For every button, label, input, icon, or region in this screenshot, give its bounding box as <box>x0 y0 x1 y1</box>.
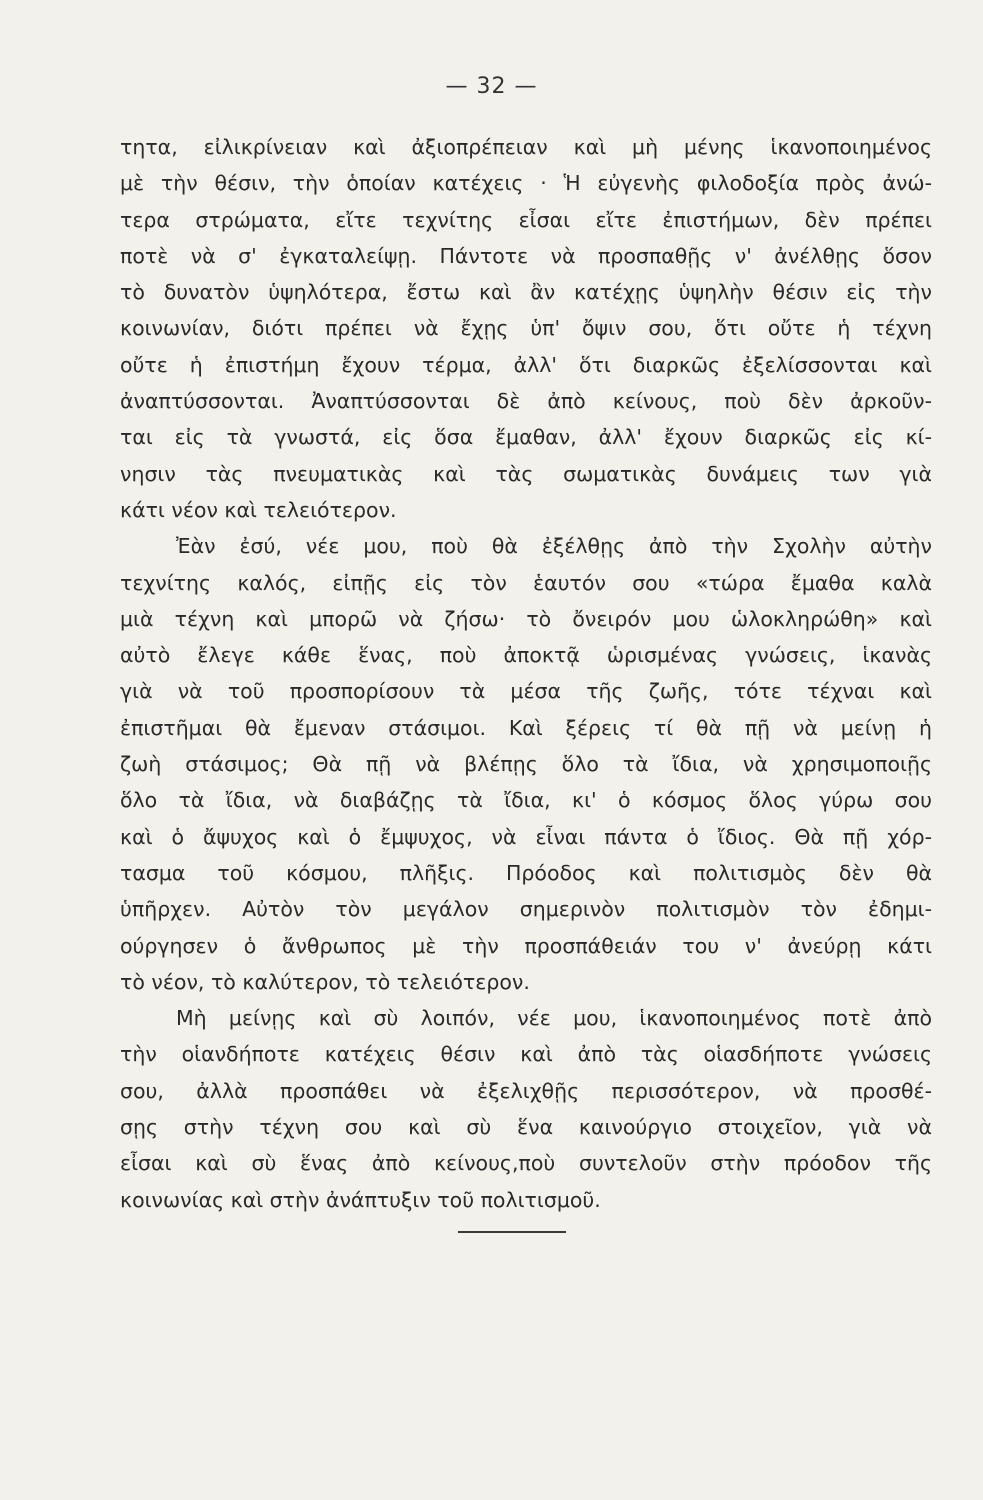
text-line: τὸ δυνατὸν ὑψηλότερα, ἔστω καὶ ἂν κατέχῃς ὑψηλὴν θέσιν εἰς τὴν <box>120 280 932 305</box>
text-line: καὶ ὁ ἄψυχος καὶ ὁ ἔμψυχος, νὰ εἶναι πάντα ὁ ἴδιος. Θὰ πῇ χόρ- <box>120 824 932 849</box>
text-line: ὑπῆρχεν. Αὐτὸν τὸν μεγάλον σημερινὸν πολιτισμὸν τὸν ἐδημι- <box>120 897 932 922</box>
page-number: — 32 — <box>445 74 538 99</box>
text-line: γιὰ νὰ τοῦ προσπορίσουν τὰ μέσα τῆς ζωῆς, τότε τέχναι καὶ <box>120 679 932 704</box>
text-line: Μὴ μείνῃς καὶ σὺ λοιπόν, νέε μου, ἱκανοποιημένος ποτὲ ἀπὸ <box>176 1006 932 1031</box>
text-line: σου, ἀλλὰ προσπάθει νὰ ἐξελιχθῇς περισσότερον, νὰ προσθέ- <box>120 1078 932 1103</box>
text-line: ποτὲ νὰ σ' ἐγκαταλείψῃ. Πάντοτε νὰ προσπαθῇς ν' ἀνέλθῃς ὅσον <box>120 243 932 268</box>
text-line: τασμα τοῦ κόσμου, πλῆξις. Πρόοδος καὶ πολιτισμὸς δὲν θὰ <box>120 860 932 885</box>
text-line: σῃς στὴν τέχνη σου καὶ σὺ ἕνα καινούργιο στοιχεῖον, γιὰ νὰ <box>120 1115 932 1140</box>
text-line: τὸ νέον, τὸ καλύτερον, τὸ τελειότερον. <box>120 969 530 994</box>
text-line: μὲ τὴν θέσιν, τὴν ὁποίαν κατέχεις · Ἡ εὐγενὴς φιλοδοξία πρὸς ἀνώ- <box>120 171 932 196</box>
text-line: ἐπιστῆμαι θὰ ἔμεναν στάσιμοι. Καὶ ξέρεις τί θὰ πῇ νὰ μείνῃ ἡ <box>120 715 932 740</box>
text-line: κάτι νέον καὶ τελειότερον. <box>120 497 397 522</box>
text-line: κοινωνίας καὶ στὴν ἀνάπτυξιν τοῦ πολιτισμοῦ. <box>120 1187 601 1212</box>
text-line: ἀναπτύσσονται. Ἀναπτύσσονται δὲ ἀπὸ κείνους, ποὺ δὲν ἀρκοῦν- <box>120 389 932 414</box>
text-line: ὅλο τὰ ἴδια, νὰ διαβάζῃς τὰ ἴδια, κι' ὁ κόσμος ὅλος γύρω σου <box>120 788 932 813</box>
section-end-rule <box>458 1231 566 1233</box>
text-line: ζωὴ στάσιμος; Θὰ πῇ νὰ βλέπῃς ὅλο τὰ ἴδια, νὰ χρησιμοποιῇς <box>120 752 932 777</box>
text-line: ται εἰς τὰ γνωστά, εἰς ὅσα ἔμαθαν, ἀλλ' ἔχουν διαρκῶς εἰς κί- <box>120 425 932 450</box>
body-text <box>120 129 932 1218</box>
text-line: ούργησεν ὁ ἄνθρωπος μὲ τὴν προσπάθειάν του ν' ἀνεύρῃ κάτι <box>120 933 932 958</box>
text-line: μιὰ τέχνη καὶ μπορῶ νὰ ζήσω· τὸ ὄνειρόν μου ὡλοκληρώθη» καὶ <box>120 606 932 631</box>
text-line: κοινωνίαν, διότι πρέπει νὰ ἔχῃς ὑπ' ὄψιν σου, ὅτι οὔτε ἡ τέχνη <box>120 316 932 341</box>
text-line: οὔτε ἡ ἐπιστήμη ἔχουν τέρμα, ἀλλ' ὅτι διαρκῶς ἐξελίσσονται καὶ <box>120 352 932 377</box>
text-line: τερα στρώματα, εἴτε τεχνίτης εἶσαι εἴτε ἐπιστήμων, δὲν πρέπει <box>120 207 932 232</box>
text-line: τητα, εἰλικρίνειαν καὶ ἀξιοπρέπειαν καὶ μὴ μένης ἱκανοποιημένος <box>120 135 932 159</box>
text-line: τὴν οἱανδήποτε κατέχεις θέσιν καὶ ἀπὸ τὰς οἱασδήποτε γνώσεις <box>120 1042 932 1067</box>
text-line: αὐτὸ ἔλεγε κάθε ἕνας, ποὺ ἀποκτᾷ ὡρισμένας γνώσεις, ἱκανὰς <box>120 643 932 668</box>
text-line: Ἐὰν ἐσύ, νέε μου, ποὺ θὰ ἐξέλθῃς ἀπὸ τὴν Σχολὴν αὐτὴν <box>176 534 932 559</box>
text-line: εἶσαι καὶ σὺ ἕνας ἀπὸ κείνους,ποὺ συντελοῦν στὴν πρόοδον τῆς <box>120 1151 932 1176</box>
text-line: τεχνίτης καλός, εἰπῇς εἰς τὸν ἑαυτόν σου «τώρα ἔμαθα καλὰ <box>120 570 932 595</box>
text-line: νησιν τὰς πνευματικὰς καὶ τὰς σωματικὰς δυνάμεις των γιὰ <box>120 461 932 486</box>
